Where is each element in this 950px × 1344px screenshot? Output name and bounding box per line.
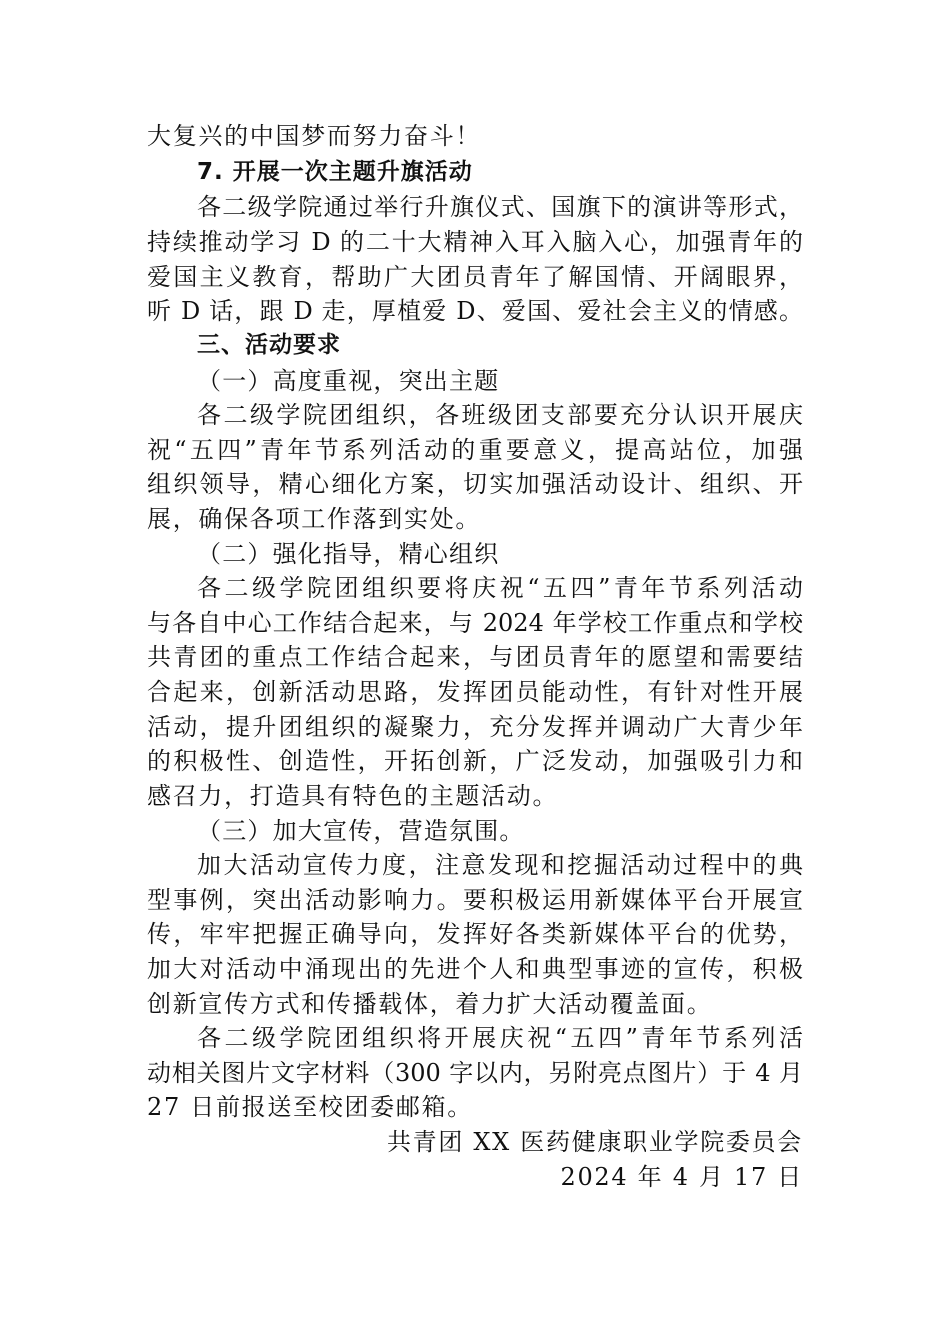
section-heading: 7. 开展一次主题升旗活动 bbox=[197, 159, 473, 185]
body-text-line: 各二级学院团组织，各班级团支部要充分认识开展庆 bbox=[197, 401, 803, 429]
body-text-line: 的积极性、创造性，开拓创新，广泛发动，加强吸引力和 bbox=[147, 747, 803, 775]
subsection-heading: （三）加大宣传，营造氛围。 bbox=[197, 817, 525, 845]
subsection-heading: （二）强化指导，精心组织 bbox=[197, 540, 500, 568]
body-text-line: 组织领导，精心细化方案，切实加强活动设计、组织、开 bbox=[147, 470, 803, 498]
body-text-line: 祝“五四”青年节系列活动的重要意义，提高站位，加强 bbox=[147, 436, 803, 464]
body-text-line: 持续推动学习 D 的二十大精神入耳入脑入心，加强青年的 bbox=[147, 228, 803, 256]
body-text-line: 各二级学院通过举行升旗仪式、国旗下的演讲等形式， bbox=[197, 193, 803, 221]
body-text-line: 各二级学院团组织要将庆祝“五四”青年节系列活动 bbox=[197, 574, 803, 602]
body-text-line: 动相关图片文字材料（300 字以内，另附亮点图片）于 4 月 bbox=[147, 1059, 803, 1087]
body-text-line: 活动，提升团组织的凝聚力，充分发挥并调动广大青少年 bbox=[147, 713, 803, 741]
section-heading: 三、活动要求 bbox=[197, 332, 341, 358]
body-text-line: 27 日前报送至校团委邮箱。 bbox=[147, 1093, 473, 1121]
signature-organization: 共青团 XX 医药健康职业学院委员会 bbox=[386, 1128, 803, 1156]
body-text-line: 共青团的重点工作结合起来，与团员青年的愿望和需要结 bbox=[147, 643, 803, 671]
body-text-line: 感召力，打造具有特色的主题活动。 bbox=[147, 782, 559, 810]
body-text-line: 创新宣传方式和传播载体，着力扩大活动覆盖面。 bbox=[147, 990, 713, 1018]
body-text-line: 传，牢牢把握正确导向，发挥好各类新媒体平台的优势， bbox=[147, 920, 803, 948]
body-text-line: 爱国主义教育，帮助广大团员青年了解国情、开阔眼界， bbox=[147, 263, 803, 291]
body-text-line: 加大对活动中涌现出的先进个人和典型事迹的宣传，积极 bbox=[147, 955, 803, 983]
body-text-line: 展，确保各项工作落到实处。 bbox=[147, 505, 482, 533]
body-text-line: 加大活动宣传力度，注意发现和挖掘活动过程中的典 bbox=[197, 851, 803, 879]
subsection-heading: （一）高度重视，突出主题 bbox=[197, 367, 500, 395]
body-text-line: 与各自中心工作结合起来，与 2024 年学校工作重点和学校 bbox=[147, 609, 803, 637]
body-text-line: 各二级学院团组织将开展庆祝“五四”青年节系列活 bbox=[197, 1024, 803, 1052]
body-text-line: 型事例，突出活动影响力。要积极运用新媒体平台开展宣 bbox=[147, 886, 803, 914]
body-text-line: 大复兴的中国梦而努力奋斗！ bbox=[147, 122, 482, 150]
signature-date: 2024 年 4 月 17 日 bbox=[560, 1163, 803, 1191]
body-text-line: 合起来，创新活动思路，发挥团员能动性，有针对性开展 bbox=[147, 678, 803, 706]
body-text-line: 听 D 话，跟 D 走，厚植爱 D、爱国、爱社会主义的情感。 bbox=[147, 297, 803, 325]
